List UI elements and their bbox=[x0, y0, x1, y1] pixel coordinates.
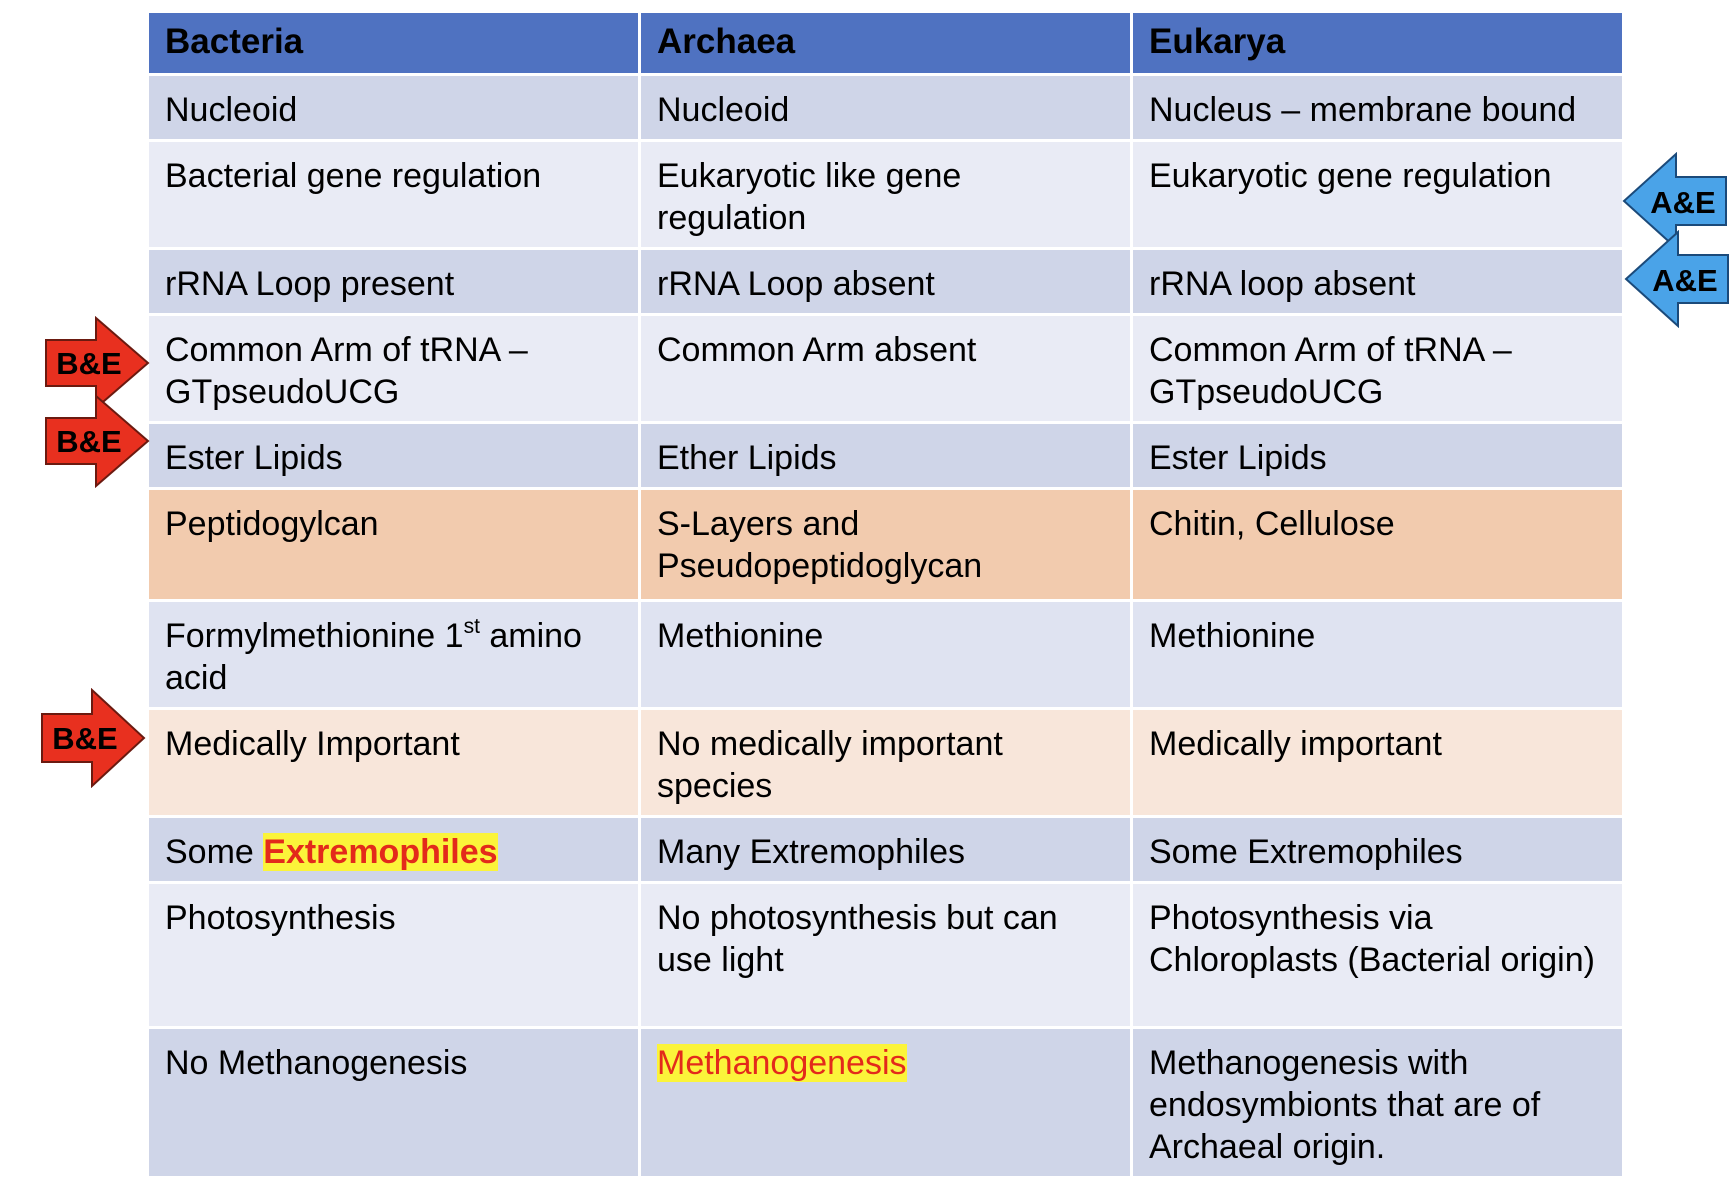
comparison-table bbox=[146, 10, 1625, 1179]
cell-bacteria: No Methanogenesis bbox=[148, 1028, 640, 1178]
cell-bacteria bbox=[148, 817, 640, 883]
table-row bbox=[148, 601, 1624, 709]
arrow-right-icon bbox=[40, 688, 146, 788]
table-row bbox=[148, 423, 1624, 489]
arrow-label: B&E bbox=[52, 721, 118, 756]
cell-archaea: Methionine bbox=[640, 601, 1132, 709]
cell-archaea: Many Extremophiles bbox=[640, 817, 1132, 883]
cell-bacteria: Photosynthesis bbox=[148, 883, 640, 1028]
table-row bbox=[148, 709, 1624, 817]
cell-eukarya: Methanogenesis with endosymbionts that are of Archaeal origin. bbox=[1132, 1028, 1624, 1178]
cell-archaea: No photosynthesis but can use light bbox=[640, 883, 1132, 1028]
cell-eukarya: Medically important bbox=[1132, 709, 1624, 817]
cell-text: Some bbox=[165, 833, 264, 871]
arrow-left-icon bbox=[1624, 230, 1730, 328]
cell-archaea: S-Layers and Pseudopeptidoglycan bbox=[640, 489, 1132, 601]
cell-bacteria: Nucleoid bbox=[148, 75, 640, 141]
cell-text: Formylmethionine 1 bbox=[165, 617, 464, 655]
header-bacteria: Bacteria bbox=[148, 12, 640, 75]
cell-eukarya: Methionine bbox=[1132, 601, 1624, 709]
table-row bbox=[148, 489, 1624, 601]
cell-bacteria: Bacterial gene regulation bbox=[148, 141, 640, 249]
table-row bbox=[148, 817, 1624, 883]
cell-archaea: Common Arm absent bbox=[640, 315, 1132, 423]
cell-archaea: Ether Lipids bbox=[640, 423, 1132, 489]
arrow-label: B&E bbox=[56, 424, 122, 459]
cell-archaea: Nucleoid bbox=[640, 75, 1132, 141]
table-row bbox=[148, 1028, 1624, 1178]
cell-eukarya: Some Extremophiles bbox=[1132, 817, 1624, 883]
arrow-right-icon bbox=[44, 394, 150, 488]
cell-bacteria: Peptidogylcan bbox=[148, 489, 640, 601]
cell-eukarya: Nucleus – membrane bound bbox=[1132, 75, 1624, 141]
arrow-label: A&E bbox=[1650, 185, 1716, 220]
table-row bbox=[148, 315, 1624, 423]
cell-eukarya: Chitin, Cellulose bbox=[1132, 489, 1624, 601]
cell-eukarya: Photosynthesis via Chloroplasts (Bacterial origin) bbox=[1132, 883, 1624, 1028]
cell-bacteria: Common Arm of tRNA – GTpseudoUCG bbox=[148, 315, 640, 423]
highlighted-term: Extremophiles bbox=[263, 833, 498, 871]
cell-bacteria: Medically Important bbox=[148, 709, 640, 817]
cell-eukarya: rRNA loop absent bbox=[1132, 249, 1624, 315]
highlighted-term: Methanogenesis bbox=[657, 1044, 907, 1082]
arrow-label: A&E bbox=[1652, 263, 1718, 298]
cell-eukarya: Common Arm of tRNA – GTpseudoUCG bbox=[1132, 315, 1624, 423]
cell-eukarya: Eukaryotic gene regulation bbox=[1132, 141, 1624, 249]
arrow-label: B&E bbox=[56, 346, 122, 381]
table-row bbox=[148, 75, 1624, 141]
cell-bacteria bbox=[148, 601, 640, 709]
table-row bbox=[148, 141, 1624, 249]
cell-archaea bbox=[640, 1028, 1132, 1178]
header-row bbox=[148, 12, 1624, 75]
header-eukarya: Eukarya bbox=[1132, 12, 1624, 75]
cell-eukarya: Ester Lipids bbox=[1132, 423, 1624, 489]
cell-archaea: Eukaryotic like gene regulation bbox=[640, 141, 1132, 249]
table-row bbox=[148, 883, 1624, 1028]
ordinal-suffix: st bbox=[463, 614, 480, 638]
table-row bbox=[148, 249, 1624, 315]
cell-archaea: rRNA Loop absent bbox=[640, 249, 1132, 315]
header-archaea: Archaea bbox=[640, 12, 1132, 75]
cell-text: amino acid bbox=[165, 617, 582, 697]
cell-archaea: No medically important species bbox=[640, 709, 1132, 817]
cell-bacteria: Ester Lipids bbox=[148, 423, 640, 489]
cell-bacteria: rRNA Loop present bbox=[148, 249, 640, 315]
